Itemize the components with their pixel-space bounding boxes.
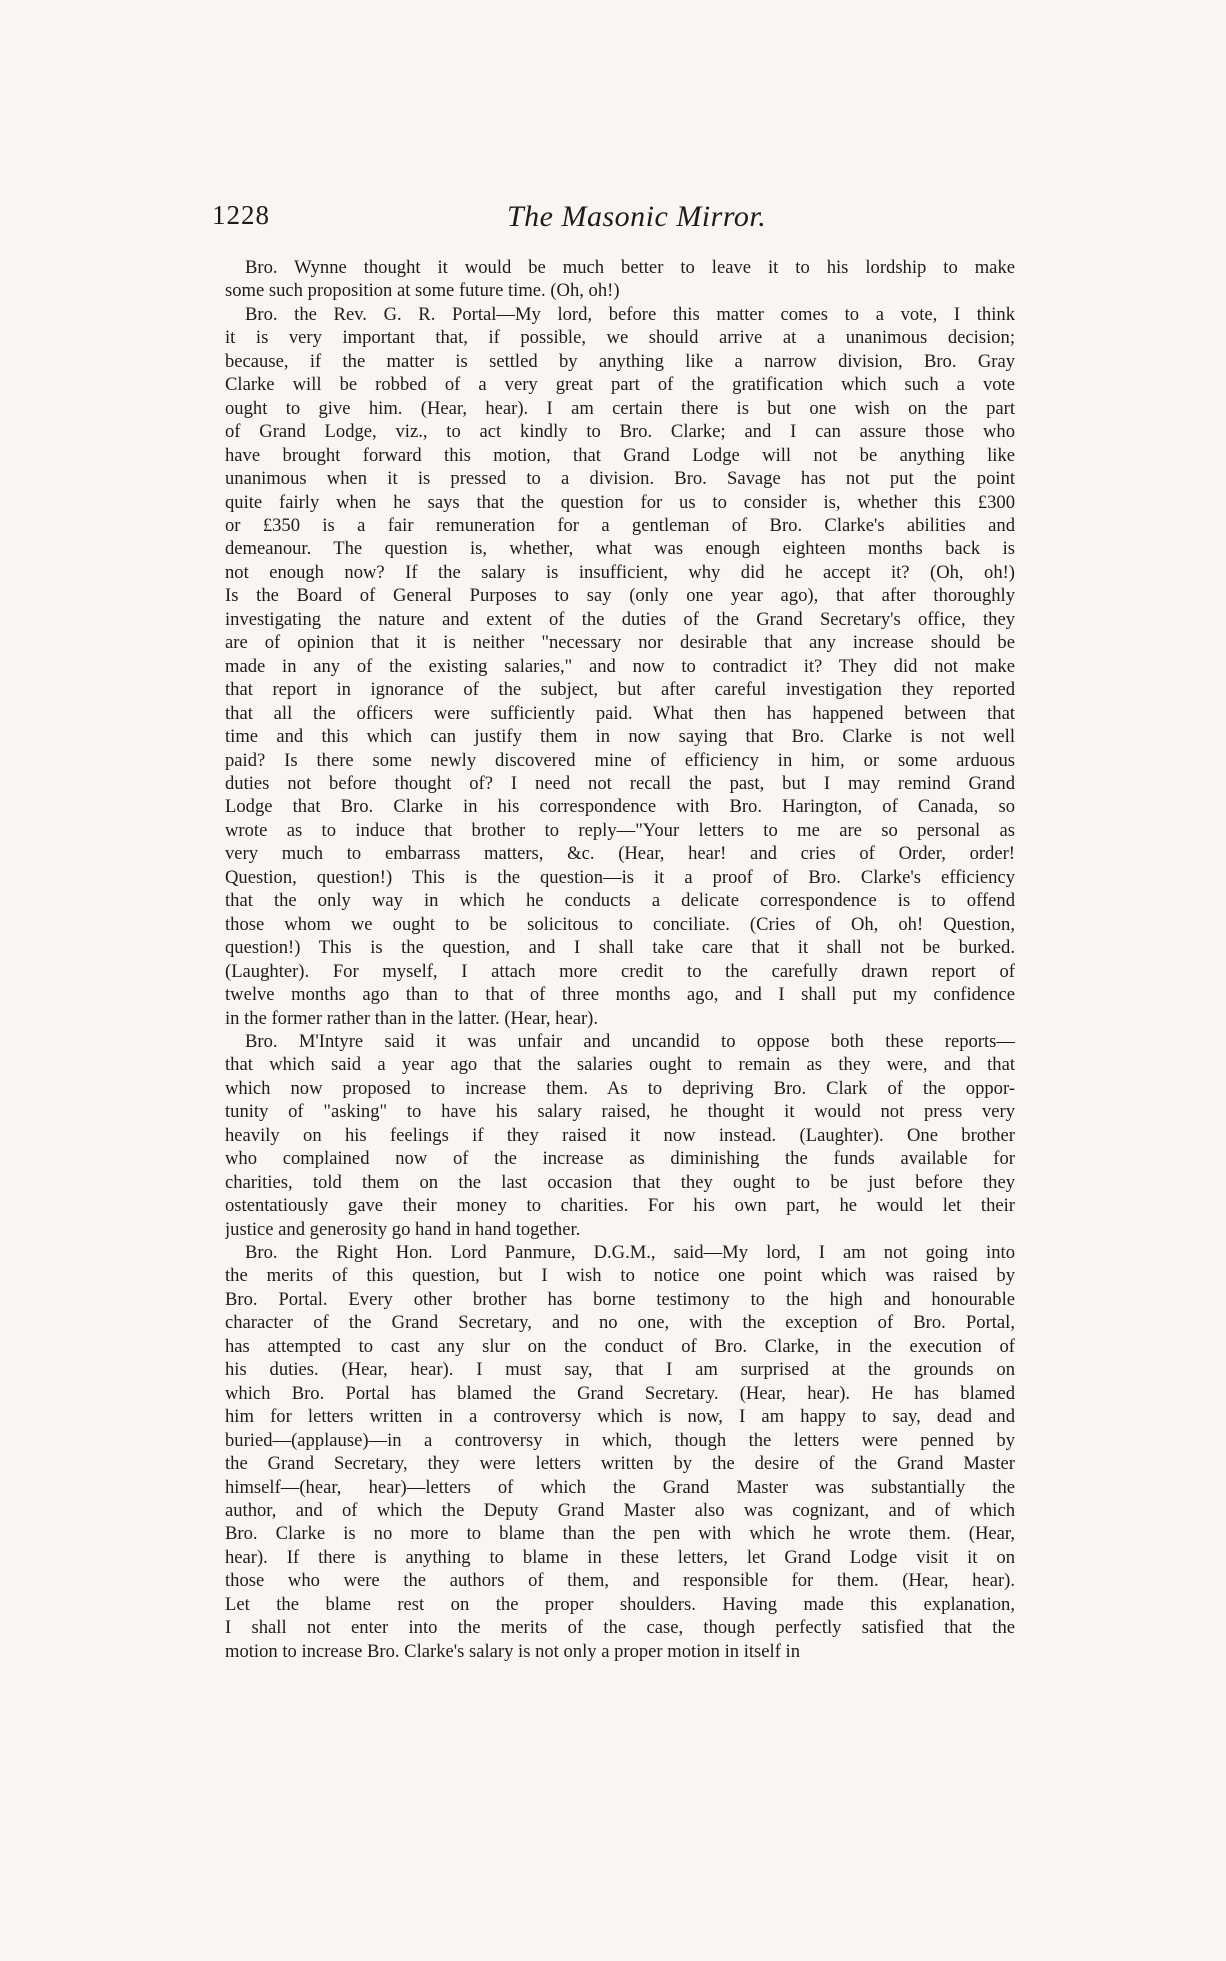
text-line: buried—(applause)—in a controversy in which, though the letters were penned by [225, 1429, 1015, 1451]
text-line: hear). If there is anything to blame in these letters, let Grand Lodge visit it on [225, 1546, 1015, 1568]
paragraph [225, 1030, 1015, 1241]
text-line: because, if the matter is settled by anything like a narrow division, Bro. Gray [225, 350, 1015, 372]
text-line: the Grand Secretary, they were letters written by the desire of the Grand Master [225, 1453, 1015, 1475]
text-line: demeanour. The question is, whether, what was enough eighteen months back is [225, 538, 1015, 560]
text-line: Clarke will be robbed of a very great part of the gratification which such a vote [225, 374, 1015, 396]
text-line: Bro. Wynne thought it would be much better to leave it to his lordship to make [245, 257, 1015, 278]
text-line: who complained now of the increase as diminishing the funds available for [225, 1148, 1015, 1170]
text-line: question!) This is the question, and I shall take care that it shall not be burked. [225, 937, 1015, 959]
text-line: the merits of this question, but I wish to notice one point which was raised by [225, 1265, 1015, 1287]
text-line: that report in ignorance of the subject, but after careful investigation they reported [225, 679, 1015, 701]
text-line: very much to embarrass matters, &c. (Hear, hear! and cries of Order, order! [225, 843, 1015, 865]
text-line: twelve months ago than to that of three months ago, and I shall put my confidence [225, 984, 1015, 1006]
text-line: not enough now? If the salary is insufficient, why did he accept it? (Oh, oh!) [225, 561, 1015, 583]
text-line: unanimous when it is pressed to a division. Bro. Savage has not put the point [225, 468, 1015, 490]
text-line: that all the officers were sufficiently paid. What then has happened between that [225, 702, 1015, 724]
paragraph [225, 256, 1015, 303]
paragraph [225, 1241, 1015, 1663]
text-line: that the only way in which he conducts a delicate correspondence is to offend [225, 890, 1015, 912]
text-line: paid? Is there some newly discovered mine of efficiency in him, or some arduous [225, 749, 1015, 771]
text-line: some such proposition at some future time. (Oh, oh!) [225, 280, 620, 302]
text-line: heavily on his feelings if they raised it now instead. (Laughter). One brother [225, 1124, 1015, 1146]
text-line: made in any of the existing salaries," and now to contradict it? They did not make [225, 655, 1015, 677]
text-line: charities, told them on the last occasion that they ought to be just before they [225, 1171, 1015, 1193]
text-line: Bro. Clarke is no more to blame than the pen with which he wrote them. (Hear, [225, 1523, 1015, 1545]
text-line: it is very important that, if possible, we should arrive at a unanimous decision; [225, 327, 1015, 349]
paragraph [225, 303, 1015, 1030]
text-line: those who were the authors of them, and responsible for them. (Hear, hear). [225, 1570, 1015, 1592]
text-line: have brought forward this motion, that Grand Lodge will not be anything like [225, 444, 1015, 466]
text-line: wrote as to induce that brother to reply—"Your letters to me are so personal as [225, 819, 1015, 841]
text-line: Question, question!) This is the question—is it a proof of Bro. Clarke's efficiency [225, 866, 1015, 888]
text-line: tunity of "asking" to have his salary raised, he thought it would not press very [225, 1101, 1015, 1123]
text-line: Let the blame rest on the proper shoulders. Having made this explanation, [225, 1593, 1015, 1615]
text-line: Bro. the Rev. G. R. Portal—My lord, before this matter comes to a vote, I think [245, 303, 1015, 325]
text-line: motion to increase Bro. Clarke's salary is not only a proper motion in itself in [225, 1640, 800, 1662]
text-line: Lodge that Bro. Clarke in his correspondence with Bro. Harington, of Canada, so [225, 796, 1015, 818]
text-line: quite fairly when he says that the question for us to consider is, whether this £300 [225, 491, 1015, 513]
text-line: justice and generosity go hand in hand together. [225, 1218, 581, 1240]
article-body [225, 256, 1015, 1663]
text-line: those whom we ought to be solicitous to conciliate. (Cries of Oh, oh! Question, [225, 913, 1015, 935]
text-line: that which said a year ago that the salaries ought to remain as they were, and that [225, 1054, 1015, 1076]
text-line: investigating the nature and extent of the duties of the Grand Secretary's office, they [225, 608, 1015, 630]
text-line: (Laughter). For myself, I attach more credit to the carefully drawn report of [225, 960, 1015, 982]
text-line: or £350 is a fair remuneration for a gentleman of Bro. Clarke's abilities and [225, 514, 1015, 536]
text-line: character of the Grand Secretary, and no one, with the exception of Bro. Portal, [225, 1312, 1015, 1334]
text-line: are of opinion that it is neither "necessary nor desirable that any increase should be [225, 632, 1015, 654]
text-line: has attempted to cast any slur on the conduct of Bro. Clarke, in the execution of [225, 1335, 1015, 1357]
text-line: his duties. (Hear, hear). I must say, that I am surprised at the grounds on [225, 1359, 1015, 1381]
text-line: Is the Board of General Purposes to say (only one year ago), that after thoroughly [225, 585, 1015, 607]
text-line: Bro. the Right Hon. Lord Panmure, D.G.M., said—My lord, I am not going into [245, 1242, 1015, 1264]
text-line: duties not before thought of? I need not recall the past, but I may remind Grand [225, 772, 1015, 794]
text-line: in the former rather than in the latter. (Hear, hear). [225, 1007, 599, 1029]
text-line: himself—(hear, hear)—letters of which the Grand Master was substantially the [225, 1476, 1015, 1498]
text-line: I shall not enter into the merits of the case, though perfectly satisfied that the [225, 1617, 1015, 1639]
text-line: author, and of which the Deputy Grand Master also was cognizant, and of which [225, 1500, 1015, 1522]
text-line: ought to give him. (Hear, hear). I am certain there is but one wish on the part [225, 397, 1015, 419]
text-line: of Grand Lodge, viz., to act kindly to Bro. Clarke; and I can assure those who [225, 421, 1015, 443]
text-line: which Bro. Portal has blamed the Grand Secretary. (Hear, hear). He has blamed [225, 1382, 1015, 1404]
text-line: Bro. M'Intyre said it was unfair and uncandid to oppose both these reports— [245, 1030, 1015, 1052]
text-line: ostentatiously gave their money to charities. For his own part, he would let their [225, 1195, 1015, 1217]
page-header [212, 200, 1012, 240]
text-line: Bro. Portal. Every other brother has borne testimony to the high and honourable [225, 1288, 1015, 1310]
page-number: 1228 [212, 200, 270, 230]
text-line: which now proposed to increase them. As to depriving Bro. Clark of the oppor- [225, 1077, 1015, 1099]
text-line: him for letters written in a controversy which is now, I am happy to say, dead and [225, 1406, 1015, 1428]
running-title: The Masonic Mirror. [507, 200, 767, 233]
text-line: time and this which can justify them in now saying that Bro. Clarke is not well [225, 726, 1015, 748]
